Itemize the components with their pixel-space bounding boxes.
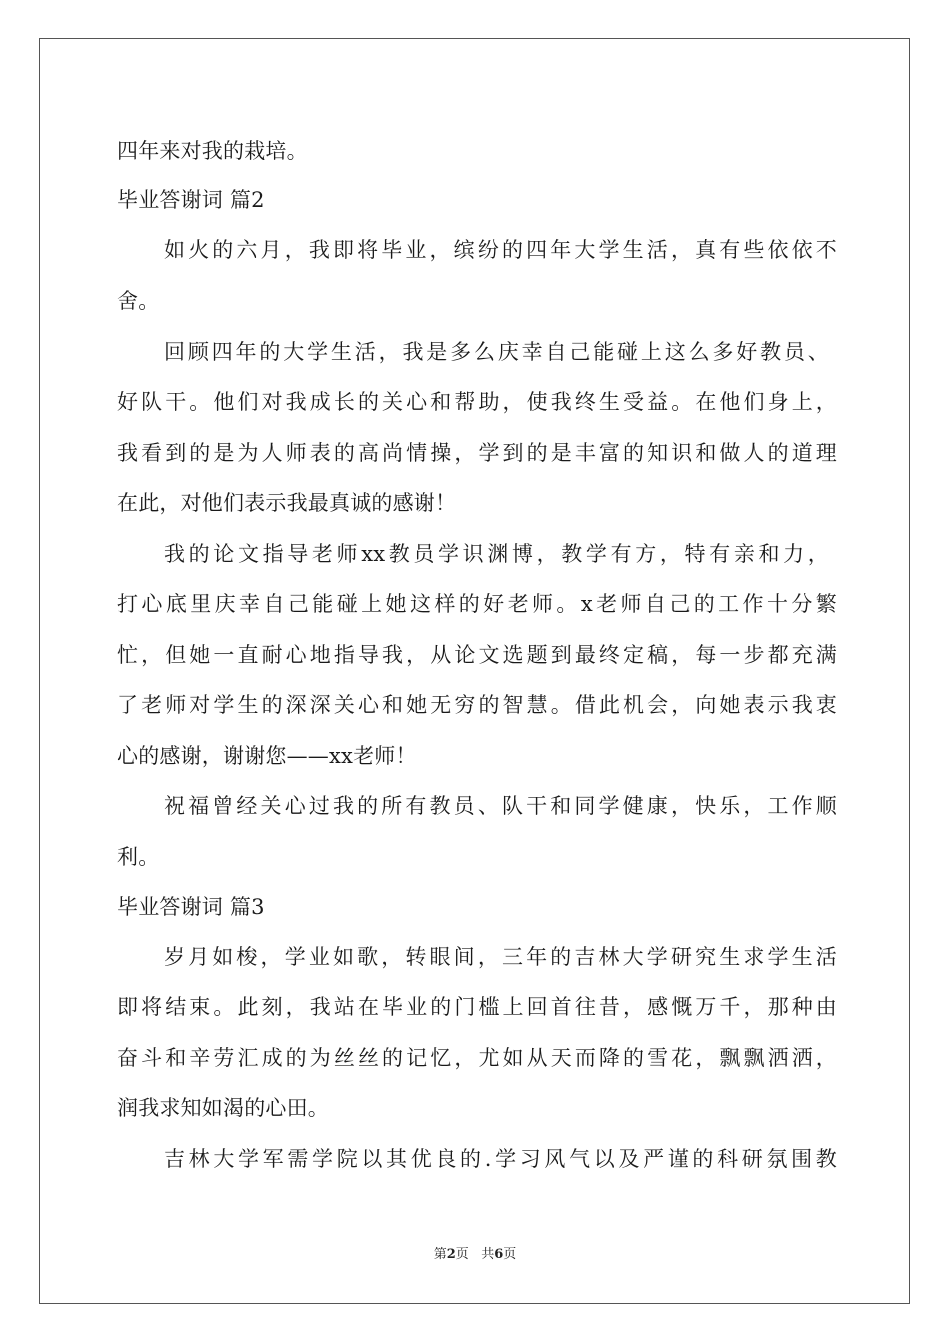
page-footer <box>0 1246 950 1264</box>
section-heading: 毕业答谢词 篇2 <box>117 188 265 212</box>
text-line: 忙，但她一直耐心地指导我，从论文选题到最终定稿，每一步都充满 <box>117 643 837 667</box>
text-line: 四年来对我的栽培。 <box>117 139 308 163</box>
current-page-number: 2 <box>446 1247 456 1262</box>
total-pages-number: 6 <box>494 1247 504 1262</box>
text-line: 心的感谢，谢谢您——xx老师！ <box>117 744 417 768</box>
text-line: 在此，对他们表示我最真诚的感谢！ <box>117 491 457 515</box>
text-line: 我看到的是为人师表的高尚情操，学到的是丰富的知识和做人的道理 <box>117 441 837 465</box>
page-prefix: 第 <box>433 1247 447 1262</box>
page-suffix: 页 <box>455 1247 469 1262</box>
text-line: 即将结束。此刻，我站在毕业的门槛上回首往昔，感慨万千，那种由 <box>117 995 837 1019</box>
section-heading: 毕业答谢词 篇3 <box>117 895 265 919</box>
text-line: 好队干。他们对我成长的关心和帮助，使我终生受益。在他们身上， <box>117 390 837 414</box>
text-line: 祝福曾经关心过我的所有教员、队干和同学健康，快乐，工作顺 <box>164 794 837 818</box>
text-line: 我的论文指导老师xx教员学识渊博，教学有方，特有亲和力， <box>164 542 829 566</box>
text-line: 舍。 <box>117 289 160 313</box>
total-prefix: 共 <box>481 1247 495 1262</box>
text-line: 奋斗和辛劳汇成的为丝丝的记忆，尤如从天而降的雪花，飘飘洒洒， <box>117 1046 837 1070</box>
text-line: 回顾四年的大学生活，我是多么庆幸自己能碰上这么多好教员、 <box>164 340 829 364</box>
text-line: 如火的六月，我即将毕业，缤纷的四年大学生活，真有些依依不 <box>164 238 837 262</box>
total-suffix: 页 <box>503 1247 517 1262</box>
text-line: 了老师对学生的深深关心和她无穷的智慧。借此机会，向她表示我衷 <box>117 693 837 717</box>
text-line: 吉林大学军需学院以其优良的.学习风气以及严谨的科研氛围教 <box>164 1147 837 1171</box>
text-line: 岁月如梭，学业如歌，转眼间，三年的吉林大学研究生求学生活 <box>164 945 837 969</box>
text-line: 利。 <box>117 845 160 869</box>
text-line: 润我求知如渴的心田。 <box>117 1096 329 1120</box>
text-line: 打心底里庆幸自己能碰上她这样的好老师。x老师自己的工作十分繁 <box>117 592 837 616</box>
